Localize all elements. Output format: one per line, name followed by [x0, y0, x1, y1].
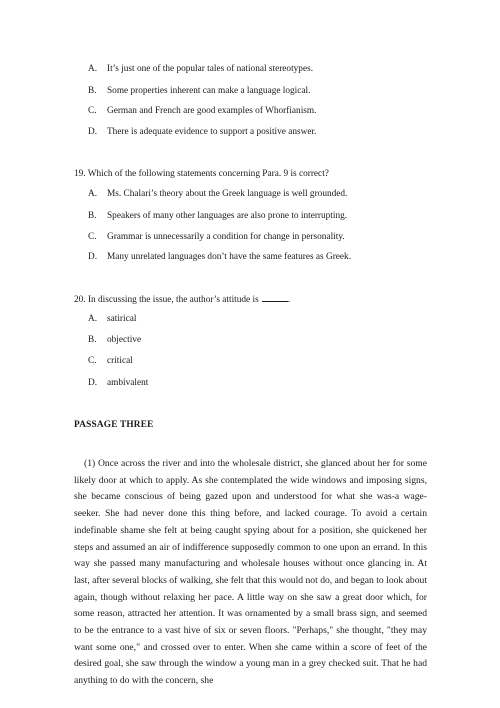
option-letter: D. — [88, 378, 98, 388]
option-text: Grammar is unnecessarily a condition for change in personality. — [107, 232, 345, 242]
q18-option-c — [88, 105, 316, 117]
q19-option-a — [88, 188, 347, 200]
option-letter: C. — [88, 232, 97, 242]
option-text: Many unrelated languages don’t have the same features as Greek. — [107, 252, 352, 262]
option-letter: A. — [88, 189, 98, 199]
q20-stem-text: 20. In discussing the issue, the author’s attitude is — [74, 295, 259, 305]
option-letter: A. — [88, 64, 98, 74]
q20-option-b — [88, 334, 141, 346]
q19-option-c — [88, 231, 345, 243]
option-letter: B. — [88, 211, 97, 221]
option-letter: A. — [88, 314, 98, 324]
answer-blank — [262, 293, 288, 302]
option-text: critical — [107, 356, 133, 366]
option-letter: B. — [88, 335, 97, 345]
passage-paragraph: (1) Once across the river and into the wholesale district, she glanced about her for some likely door at which to apply. As she contemplated the wide windows and imposing signs, she became conscious of being gazed upon and understood for what she was-a wage-seeker. She had never done this thing before, and lacked courage. To avoid a certain indefinable shame she felt at being caught spying about for a position, she quickened her steps and assumed an air of indifference supposedly common to one upon an errand. In this way she passed many manufacturing and wholesale houses without once glancing in. At last, after several blocks of walking, she felt that this would not do, and began to look about again, though without relaxing her pace. A little way on she saw a great door which, for some reason, attracted her attention. It was ornamented by a small brass sign, and seemed to be the entrance to a vast hive of six or seven floors. "Perhaps," she thought, "they may want some one," and crossed over to enter. When she came within a score of feet of the desired goal, she saw through the window a young man in a grey checked suit. That he had anything to do with the concern, she — [74, 458, 427, 687]
q20-stem-end: . — [287, 295, 291, 305]
option-letter: C. — [88, 106, 97, 116]
q19-stem: 19. Which of the following statements concerning Para. 9 is correct? — [74, 169, 329, 179]
option-text: Some properties inherent can make a language logical. — [107, 86, 311, 96]
option-text: It’s just one of the popular tales of national stereotypes. — [107, 64, 314, 74]
q20-option-c — [88, 355, 133, 367]
q19-option-d — [88, 251, 351, 263]
q18-option-d — [88, 126, 316, 138]
option-text: German and French are good examples of Whorfianism. — [107, 106, 317, 116]
option-letter: D. — [88, 252, 98, 262]
option-text: objective — [107, 335, 142, 345]
option-letter: C. — [88, 356, 97, 366]
option-letter: D. — [88, 127, 98, 137]
option-text: Speakers of many other languages are also prone to interrupting. — [107, 211, 348, 221]
option-letter: B. — [88, 86, 97, 96]
option-text: Ms. Chalari’s theory about the Greek language is well grounded. — [107, 189, 348, 199]
q18-option-b — [88, 85, 310, 97]
option-text: There is adequate evidence to support a positive answer. — [107, 127, 317, 137]
option-text: satirical — [107, 314, 137, 324]
q20-stem — [74, 293, 290, 306]
q19-option-b — [88, 210, 347, 222]
q20-option-d — [88, 377, 148, 389]
q18-option-a — [88, 63, 313, 75]
q20-option-a — [88, 313, 136, 325]
option-text: ambivalent — [107, 378, 149, 388]
passage-heading: PASSAGE THREE — [74, 420, 154, 430]
